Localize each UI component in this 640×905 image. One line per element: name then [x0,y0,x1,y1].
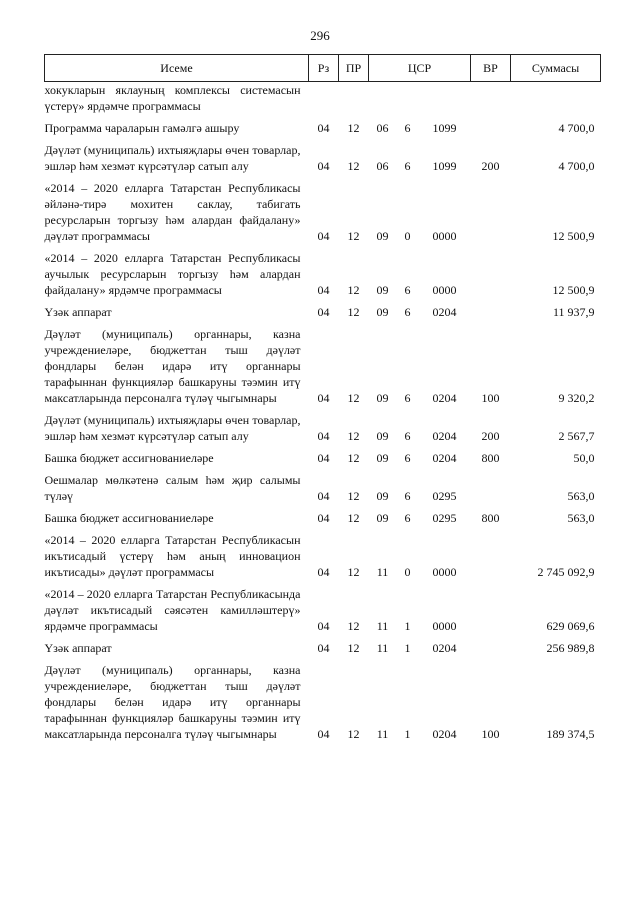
row-pr: 12 [347,283,360,297]
row-vr [471,584,511,638]
row-vr [471,178,511,248]
row-sum: 11 937,9 [552,305,595,319]
row-rz: 04 [317,283,330,297]
row-name: хокукларын яклауның комплексы системасын үстерү» ярдәмче программасы [44,83,301,113]
row-pr: 12 [347,121,360,135]
header-csr: ЦСР [369,55,471,82]
row-vr [471,530,511,584]
row-csr-direction: 1099 [432,121,457,135]
row-name: «2014 – 2020 елларга Татарстан Республикасы әйләнә-тирә мохитен саклау, табигать ресурсларын торгызу һәм алардан файдалану» дәүләт программасы [44,181,301,243]
row-csr-direction: 0295 [432,511,457,525]
row-rz: 04 [317,511,330,525]
row-name: Дәүләт (муниципаль) органнары, казна учреждениеләре, бюджеттан тыш дәүләт фондлары белән идарә итү органнары тарафыннан функцияләр башкаруны тәэмин итү максатларында персоналга түләү чыгымнары [44,327,301,405]
row-name: Башка бюджет ассигнованиеләре [44,511,214,525]
row-vr [471,248,511,302]
row-rz [309,82,339,119]
row-vr: 100 [481,727,500,741]
row-sum: 189 374,5 [546,727,595,741]
row-csr-subprogram: 6 [404,391,411,405]
table-row [45,448,601,470]
table-header-row [45,55,601,82]
row-name: «2014 – 2020 елларга Татарстан Республикасында дәүләт икътисадый сәясәтен камилләштерү» ярдәмче программасы [44,587,301,633]
row-rz: 04 [317,429,330,443]
row-csr-direction: 0295 [432,489,457,503]
row-name: Үзәк аппарат [44,641,112,655]
row-csr-subprogram: 6 [404,283,411,297]
header-vr: ВР [471,55,511,82]
row-vr [471,638,511,660]
table-row [45,248,601,302]
row-vr: 800 [481,511,500,525]
table-row [45,140,601,178]
row-csr-direction: 0000 [432,619,457,633]
row-sum: 4 700,0 [558,159,595,173]
row-csr-program: 09 [376,451,389,465]
table-row [45,584,601,638]
row-pr: 12 [347,619,360,633]
row-name: Башка бюджет ассигнованиеләре [44,451,214,465]
row-name: «2014 – 2020 елларга Татарстан Республикасын икътисадый үстерү һәм аның инновацион икътисады» дәүләт программасы [44,533,301,579]
row-csr-program: 09 [376,283,389,297]
row-csr-subprogram: 1 [404,641,411,655]
row-pr: 12 [347,565,360,579]
row-csr-direction: 0204 [432,641,457,655]
row-csr-subprogram: 6 [404,451,411,465]
row-csr-direction: 0204 [432,429,457,443]
row-csr-direction: 0000 [432,283,457,297]
table-row [45,410,601,448]
table-row [45,302,601,324]
row-sum: 4 700,0 [558,121,595,135]
row-rz: 04 [317,489,330,503]
row-csr-program: 09 [376,391,389,405]
row-vr: 200 [481,429,500,443]
row-rz: 04 [317,305,330,319]
row-csr-direction: 0204 [432,305,457,319]
row-csr-program: 11 [376,727,389,741]
row-csr-subprogram: 0 [404,229,411,243]
row-rz: 04 [317,619,330,633]
row-pr [339,82,369,119]
row-vr: 800 [481,451,500,465]
row-csr-program: 09 [376,489,389,503]
row-sum: 50,0 [573,451,595,465]
table-row [45,178,601,248]
row-pr: 12 [347,727,360,741]
row-sum: 629 069,6 [546,619,595,633]
row-csr-program [369,82,397,119]
table-body [45,82,601,747]
row-pr: 12 [347,391,360,405]
row-rz: 04 [317,451,330,465]
row-csr-direction: 0000 [432,229,457,243]
row-rz: 04 [317,121,330,135]
row-csr-subprogram: 6 [404,159,411,173]
row-pr: 12 [347,641,360,655]
table-row [45,508,601,530]
row-sum [511,82,601,119]
row-vr: 100 [481,391,500,405]
budget-table [44,54,601,746]
row-pr: 12 [347,451,360,465]
table-row [45,82,601,119]
row-csr-program: 09 [376,429,389,443]
row-rz: 04 [317,727,330,741]
header-rz: Рз [309,55,339,82]
row-pr: 12 [347,159,360,173]
row-vr [471,470,511,508]
row-csr-program: 11 [376,641,389,655]
row-sum: 563,0 [567,489,595,503]
row-csr-direction: 0204 [432,727,457,741]
row-sum: 2 567,7 [558,429,595,443]
row-csr-subprogram: 1 [404,727,411,741]
row-rz: 04 [317,641,330,655]
row-name: «2014 – 2020 елларга Татарстан Республикасы аучылык ресурсларын торгызу һәм алардан файдалану» ярдәмче программасы [44,251,301,297]
header-pr: ПР [339,55,369,82]
row-csr-direction: 1099 [432,159,457,173]
table-row [45,324,601,410]
row-csr-program: 06 [376,121,389,135]
row-csr-program: 11 [376,619,389,633]
row-csr-subprogram: 6 [404,511,411,525]
row-csr-direction: 0000 [432,565,457,579]
row-name: Дәүләт (муниципаль) ихтыяҗлары өчен товарлар, эшләр һәм хезмәт күрсәтүләр сатып алу [44,413,301,443]
row-name: Оешмалар мөлкәтенә салым һәм җир салымы түләү [44,473,301,503]
row-sum: 9 320,2 [558,391,595,405]
table-row [45,638,601,660]
table-row [45,660,601,746]
row-vr: 200 [481,159,500,173]
row-rz: 04 [317,565,330,579]
row-csr-subprogram: 6 [404,489,411,503]
row-csr-direction: 0204 [432,391,457,405]
row-pr: 12 [347,429,360,443]
row-rz: 04 [317,391,330,405]
row-vr [471,302,511,324]
row-name: Дәүләт (муниципаль) органнары, казна учреждениеләре, бюджеттан тыш дәүләт фондлары белән идарә итү органнары тарафыннан функцияләр башкаруны тәэмин итү максатларында персоналга түләү чыгымнары [44,663,301,741]
row-csr-program: 09 [376,229,389,243]
row-name: Программа чараларын гамәлгә ашыру [44,121,240,135]
row-vr [471,118,511,140]
row-sum: 2 745 092,9 [537,565,595,579]
row-csr-program: 09 [376,511,389,525]
row-pr: 12 [347,229,360,243]
row-sum: 12 500,9 [552,283,595,297]
table-row [45,530,601,584]
row-name: Дәүләт (муниципаль) ихтыяҗлары өчен товарлар, эшләр һәм хезмәт күрсәтүләр сатып алу [44,143,301,173]
row-pr: 12 [347,511,360,525]
header-name: Исеме [45,55,309,82]
table-row [45,118,601,140]
row-csr-subprogram [397,82,419,119]
row-rz: 04 [317,229,330,243]
row-csr-subprogram: 0 [404,565,411,579]
row-csr-subprogram: 1 [404,619,411,633]
table-row [45,470,601,508]
row-name: Үзәк аппарат [44,305,112,319]
row-pr: 12 [347,305,360,319]
row-csr-direction: 0204 [432,451,457,465]
row-csr-program: 06 [376,159,389,173]
row-csr-subprogram: 6 [404,121,411,135]
row-rz: 04 [317,159,330,173]
row-sum: 256 989,8 [546,641,595,655]
row-csr-subprogram: 6 [404,429,411,443]
row-vr [471,82,511,119]
row-csr-subprogram: 6 [404,305,411,319]
header-sum: Суммасы [511,55,601,82]
row-sum: 563,0 [567,511,595,525]
row-sum: 12 500,9 [552,229,595,243]
page-number: 296 [310,28,330,43]
row-csr-direction [419,82,471,119]
row-csr-program: 09 [376,305,389,319]
row-csr-program: 11 [376,565,389,579]
row-pr: 12 [347,489,360,503]
